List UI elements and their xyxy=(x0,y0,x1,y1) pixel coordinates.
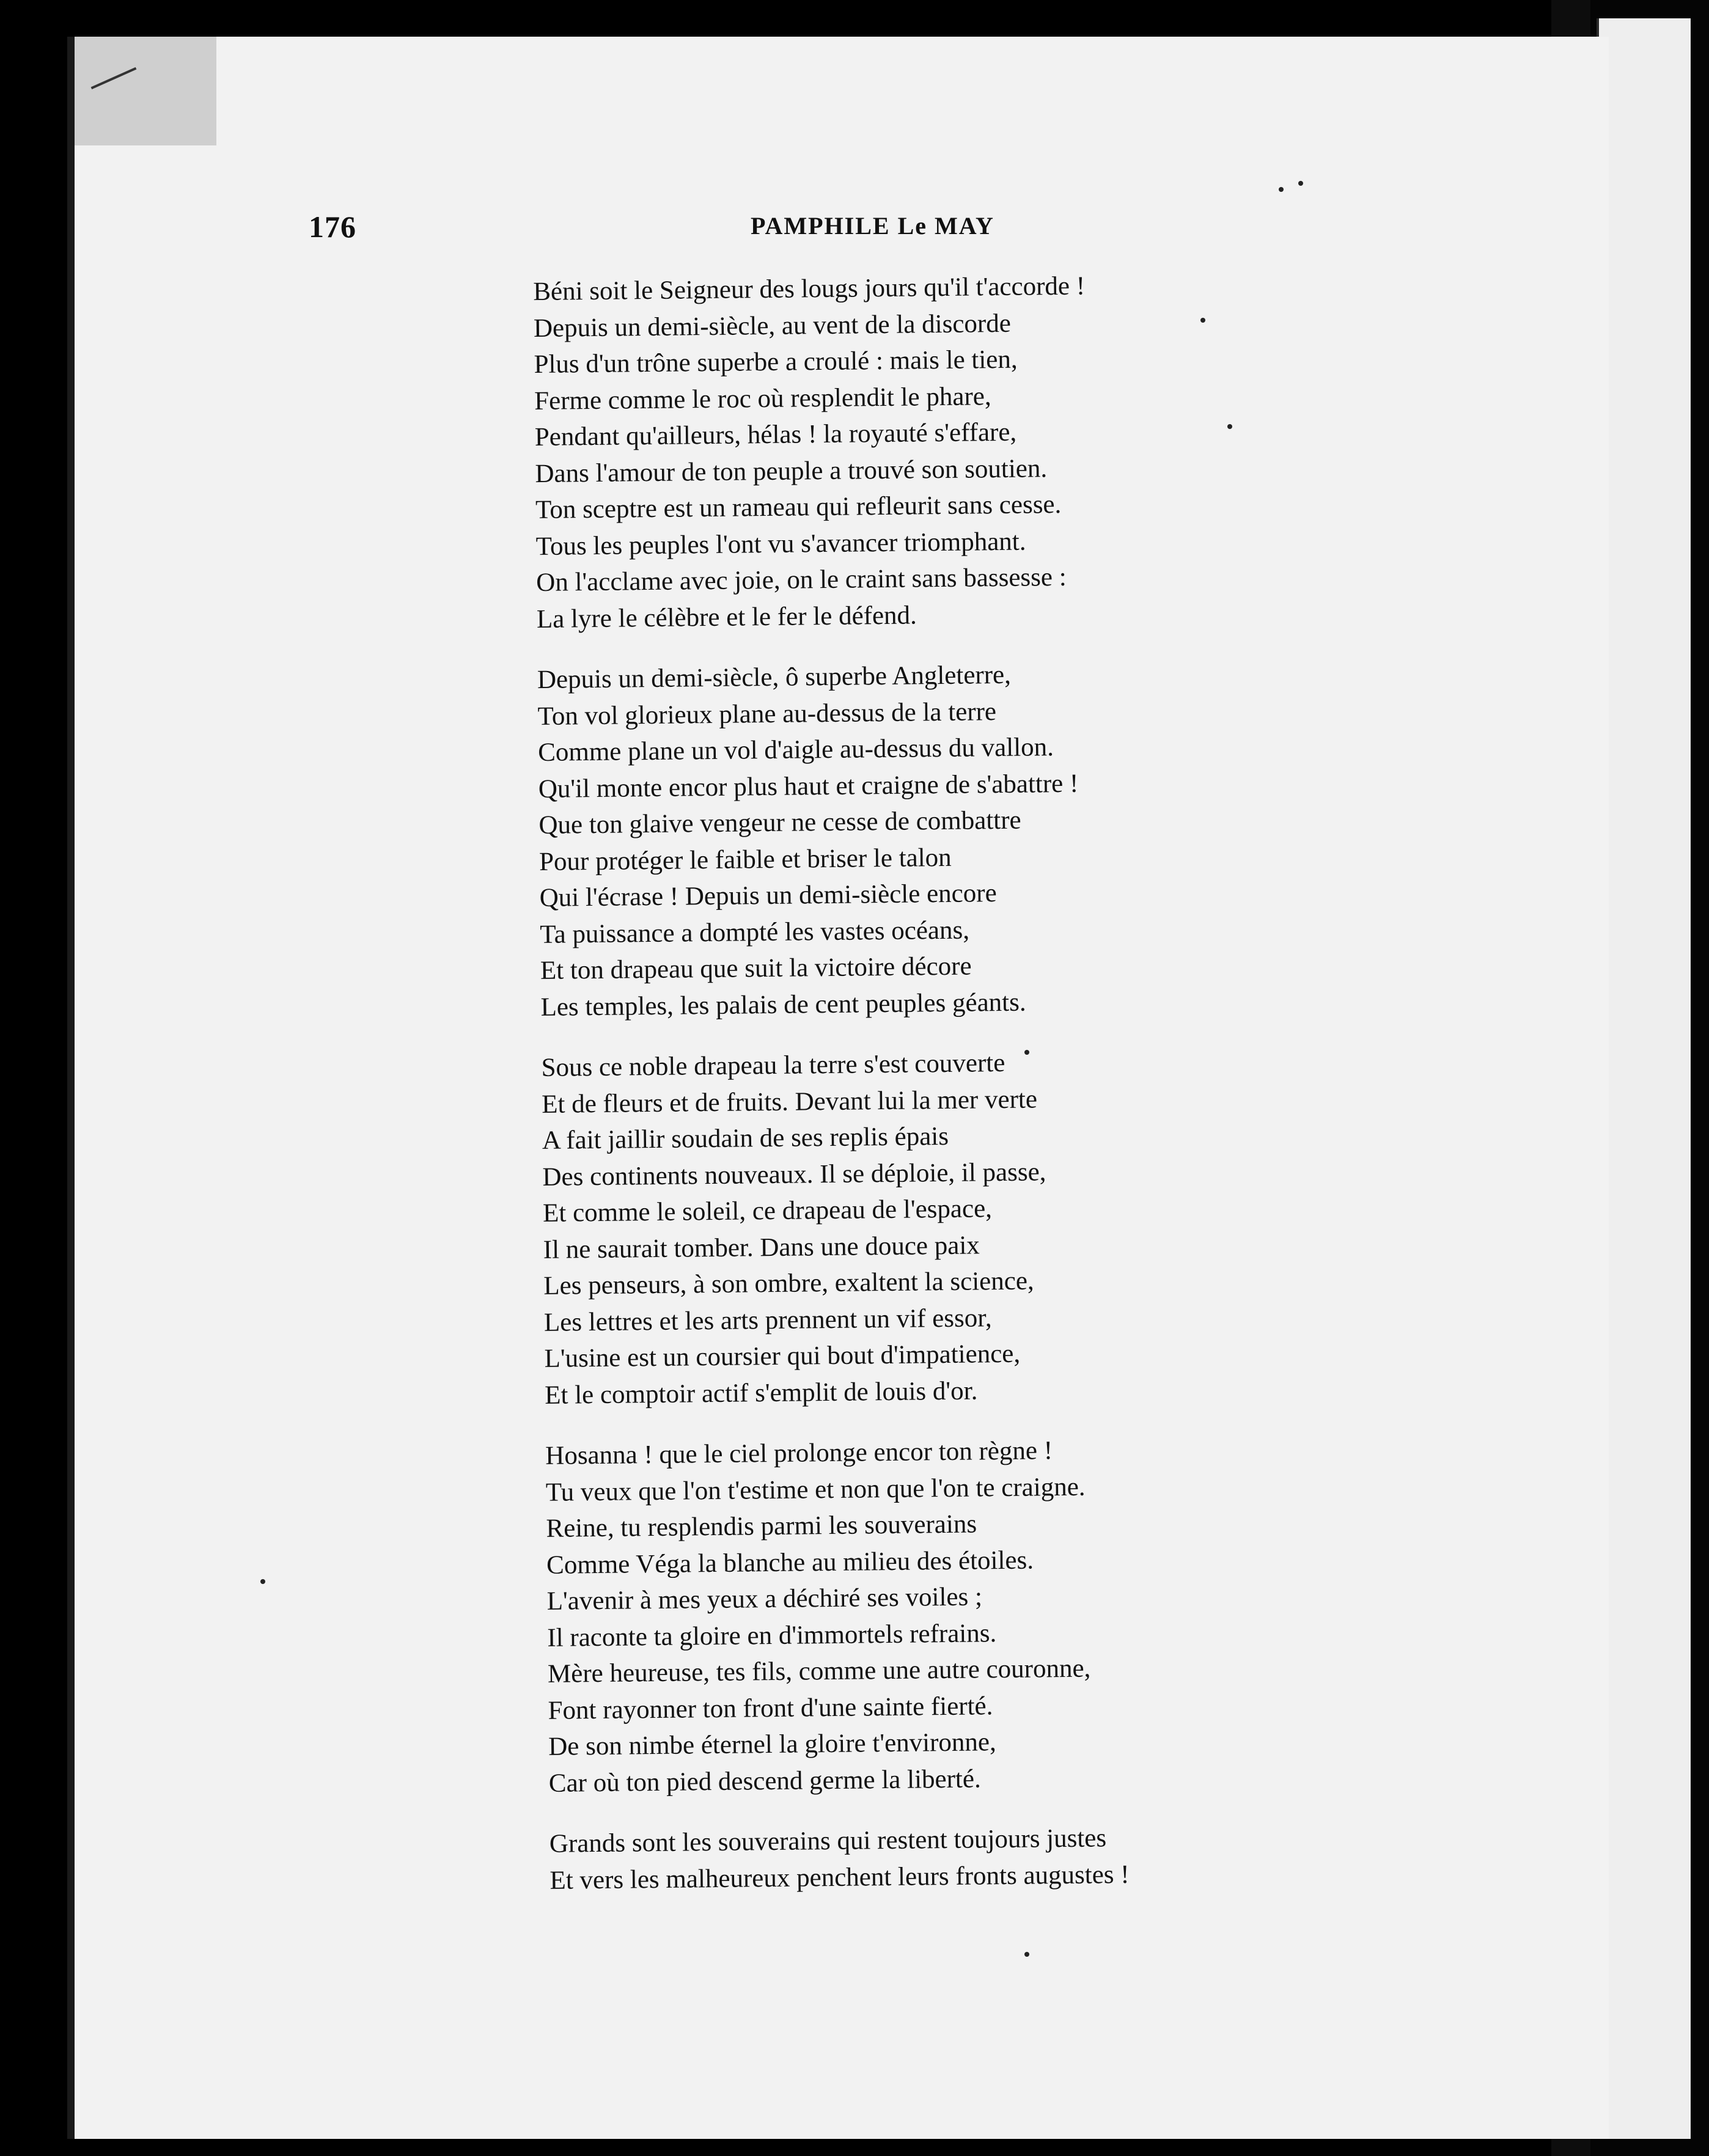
verse-line: On l'acclame avec joie, on le craint sans bassesse : xyxy=(536,562,1067,597)
verse-line: Ton sceptre est un rameau qui refleurit sans cesse. xyxy=(535,490,1062,524)
verse-line: Hosanna ! que le ciel prolonge encor ton règne ! xyxy=(545,1436,1053,1470)
speck xyxy=(1279,187,1284,192)
verse-line: Depuis un demi-siècle, au vent de la discorde xyxy=(533,309,1012,343)
verse-line: Il raconte ta gloire en d'immortels refrains. xyxy=(547,1618,997,1652)
stanza xyxy=(541,1041,1339,1414)
speck xyxy=(1298,181,1303,186)
verse-line: Car où ton pied descend germe la liberté. xyxy=(548,1764,981,1798)
verse-line: Et vers les malheureux penchent leurs fronts augustes ! xyxy=(549,1860,1130,1895)
running-title: PAMPHILE Le MAY xyxy=(751,212,994,240)
speck xyxy=(1024,1952,1029,1957)
verse-line: Qu'il monte encor plus haut et craigne de s'abattre ! xyxy=(538,769,1079,804)
verse-line: Comme plane un vol d'aigle au-dessus du vallon. xyxy=(537,733,1054,767)
verse-line: Et ton drapeau que suit la victoire décore xyxy=(540,952,972,985)
verse-line: Reine, tu resplendis parmi les souverains xyxy=(546,1509,977,1543)
stanza xyxy=(533,265,1331,637)
verse-line: Les temples, les palais de cent peuples géants. xyxy=(540,988,1026,1022)
verse-line: L'avenir à mes yeux a déchiré ses voiles ; xyxy=(546,1582,983,1616)
verse-line: Pendant qu'ailleurs, hélas ! la royauté s'effare, xyxy=(534,417,1017,452)
verse-line: A fait jaillir soudain de ses replis épais xyxy=(542,1121,949,1155)
stanza xyxy=(549,1817,1345,1899)
page-corner-shade xyxy=(75,37,216,145)
verse-line: Et le comptoir actif s'emplit de louis d'or. xyxy=(544,1376,978,1410)
verse-line: De son nimbe éternel la gloire t'environne, xyxy=(548,1728,996,1761)
verse-line: Les lettres et les arts prennent un vif essor, xyxy=(543,1303,992,1337)
verse-line: Tu veux que l'on t'estime et non que l'on te craigne. xyxy=(545,1472,1086,1507)
verse-line: Ton vol glorieux plane au-dessus de la terre xyxy=(537,697,997,731)
verse-line: Béni soit le Seigneur des lougs jours qu'il t'accorde ! xyxy=(533,271,1086,306)
page-number: 176 xyxy=(309,210,356,244)
verse-line: Grands sont les souverains qui restent toujours justes xyxy=(549,1824,1107,1858)
speck xyxy=(1200,318,1205,323)
verse-line: Des continents nouveaux. Il se déploie, il passe, xyxy=(542,1157,1046,1192)
verse-line: L'usine est un coursier qui bout d'impatience, xyxy=(544,1339,1021,1373)
verse-line: Sous ce noble drapeau la terre s'est couverte xyxy=(541,1048,1005,1082)
verse-line: Pour protéger le faible et briser le talon xyxy=(538,843,952,876)
speck xyxy=(260,1579,265,1584)
verse-line: Depuis un demi-siècle, ô superbe Angleterre, xyxy=(537,660,1012,694)
facing-page-edge xyxy=(1597,18,1691,2139)
verse-line: Dans l'amour de ton peuple a trouvé son soutien. xyxy=(535,453,1048,488)
verse-line: Qui l'écrase ! Depuis un demi-siècle encore xyxy=(539,879,997,912)
stanza xyxy=(545,1429,1343,1802)
verse-line: La lyre le célèbre et le fer le défend. xyxy=(536,600,917,634)
speck xyxy=(1227,424,1232,429)
verse-line: Et comme le soleil, ce drapeau de l'espace, xyxy=(542,1194,993,1228)
stanza xyxy=(537,653,1336,1025)
verse-line: Tous les peuples l'ont vu s'avancer triomphant. xyxy=(535,527,1026,561)
poem-body xyxy=(533,265,1345,1923)
running-head xyxy=(0,209,1709,252)
speck xyxy=(1024,1050,1029,1055)
verse-line: Il ne saurait tomber. Dans une douce paix xyxy=(543,1230,980,1264)
verse-line: Mère heureuse, tes fils, comme une autre couronne, xyxy=(547,1654,1091,1689)
verse-line: Font rayonner ton front d'une sainte fierté. xyxy=(548,1691,993,1725)
verse-line: Que ton glaive vengeur ne cesse de combattre xyxy=(538,805,1021,840)
verse-line: Et de fleurs et de fruits. Devant lui la mer verte xyxy=(541,1084,1038,1119)
verse-line: Ta puissance a dompté les vastes océans, xyxy=(540,915,970,949)
verse-line: Comme Véga la blanche au milieu des étoiles. xyxy=(546,1546,1034,1580)
verse-line: Plus d'un trône superbe a croulé : mais le tien, xyxy=(534,345,1018,379)
verse-line: Ferme comme le roc où resplendit le phare, xyxy=(534,381,991,416)
verse-line: Les penseurs, à son ombre, exaltent la science, xyxy=(543,1266,1034,1300)
